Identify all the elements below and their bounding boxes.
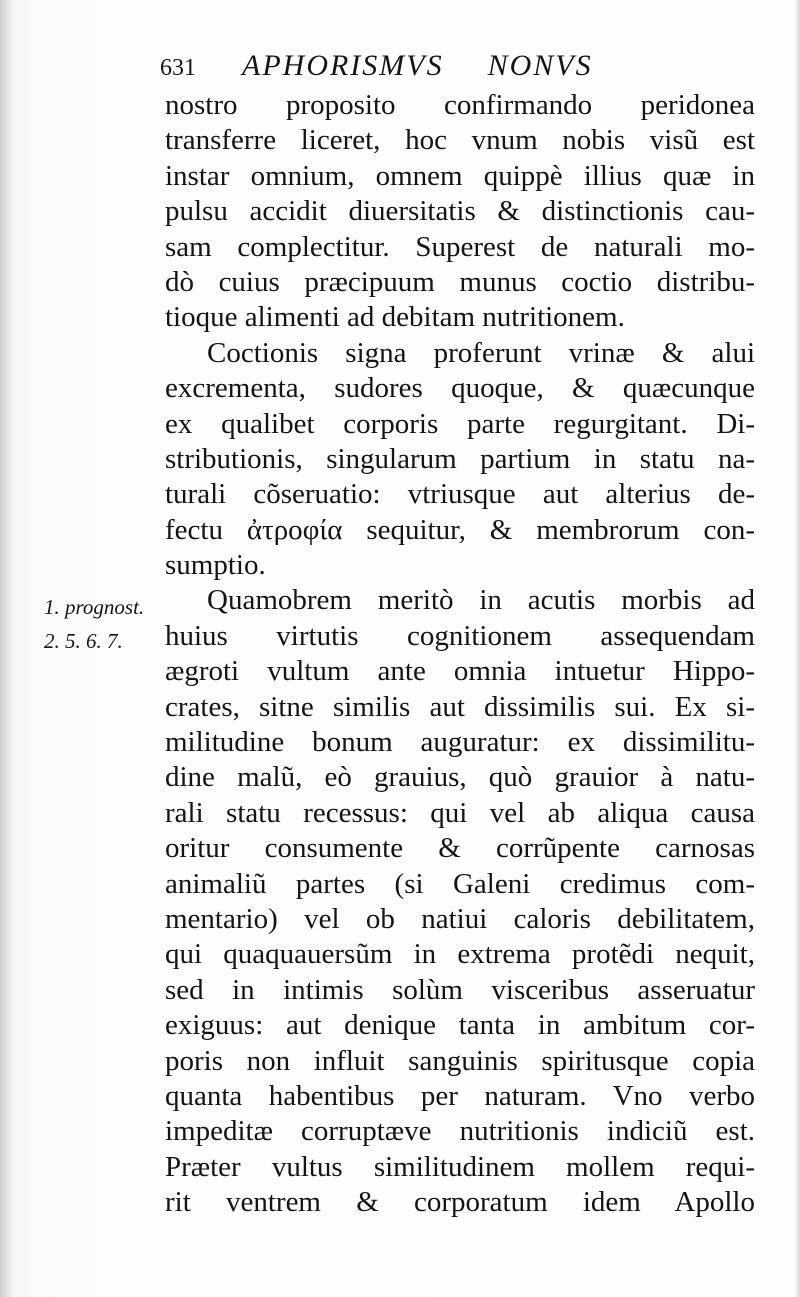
text-line: oritur consumente & corrũpente carnosas	[165, 832, 755, 865]
text-line: excrementa, sudores quoque, & quæcunque	[165, 372, 755, 405]
margin-note: 1. prognost.	[44, 595, 145, 619]
running-header	[160, 44, 760, 88]
text-line: exiguus: aut denique tanta in ambitum cor-	[165, 1009, 755, 1042]
text-line: sumptio.	[165, 549, 266, 582]
text-line: quanta habentibus per naturam. Vno verbo	[165, 1079, 755, 1112]
text-line: sed in intimis solùm visceribus asseruatur	[165, 973, 755, 1006]
text-line: nostro proposito confirmando peridonea	[165, 89, 755, 121]
text-line: rit ventrem & corporatum idem Apollo	[165, 1186, 755, 1219]
margin-note: 2. 5. 6. 7.	[44, 629, 123, 653]
text-line: militudine bonum auguratur: ex dissimilitu-	[165, 726, 755, 759]
text-line: ægroti vultum ante omnia intuetur Hippo-	[165, 655, 755, 688]
text-line: animaliũ partes (si Galeni credimus com-	[165, 867, 755, 900]
text-line: poris non influit sanguinis spiritusque copia	[165, 1044, 755, 1077]
text-line: tioque alimenti ad debitam nutritionem.	[165, 301, 625, 334]
text-line: impeditæ corruptæve nutritionis indiciũ est.	[165, 1115, 755, 1148]
page-number: 631	[160, 55, 196, 81]
text-line: fectu ἀτροφία sequitur, & membrorum con-	[165, 513, 755, 546]
text-line: instar omnium, omnem quippè illius quæ in	[165, 159, 755, 192]
text-line: rali statu recessus: qui vel ab aliqua causa	[165, 796, 755, 829]
text-line: mentario) vel ob natiui caloris debilitatem,	[165, 902, 755, 935]
text-line: dine malũ, eò grauius, quò grauior à natu-	[165, 761, 755, 794]
page-edge-shadow	[794, 0, 800, 1297]
margin-notes	[44, 590, 164, 658]
text-line: stributionis, singularum partium in statu na-	[165, 442, 755, 475]
body-text	[165, 88, 755, 1221]
text-line: Præter vultus similitudinem mollem requi-	[165, 1150, 755, 1183]
text-line: transferre liceret, hoc vnum nobis visũ est	[165, 124, 755, 157]
text-line: ex qualibet corporis parte regurgitant. Di-	[165, 407, 755, 440]
gutter-shadow	[0, 0, 14, 1297]
text-line: sam complectitur. Superest de naturali mo-	[165, 230, 755, 263]
running-title	[242, 44, 593, 88]
text-line: Quamobrem meritò in acutis morbis ad	[207, 584, 755, 617]
running-title-word-2: NONVS	[487, 49, 593, 82]
text-line: Coctionis signa proferunt vrinæ & alui	[207, 336, 755, 369]
text-line: pulsu accidit diuersitatis & distinctionis cau-	[165, 195, 755, 228]
text-line: qui quaquauersũm in extrema protẽdi nequit,	[165, 938, 755, 971]
running-title-word-1: APHORISMVS	[242, 49, 444, 82]
text-line: huius virtutis cognitionem assequendam	[165, 619, 755, 652]
text-line: crates, sitne similis aut dissimilis sui. Ex si-	[165, 690, 755, 723]
text-line: turali cõseruatio: vtriusque aut alterius de-	[165, 478, 755, 511]
text-line: dò cuius præcipuum munus coctio distribu-	[165, 265, 755, 298]
